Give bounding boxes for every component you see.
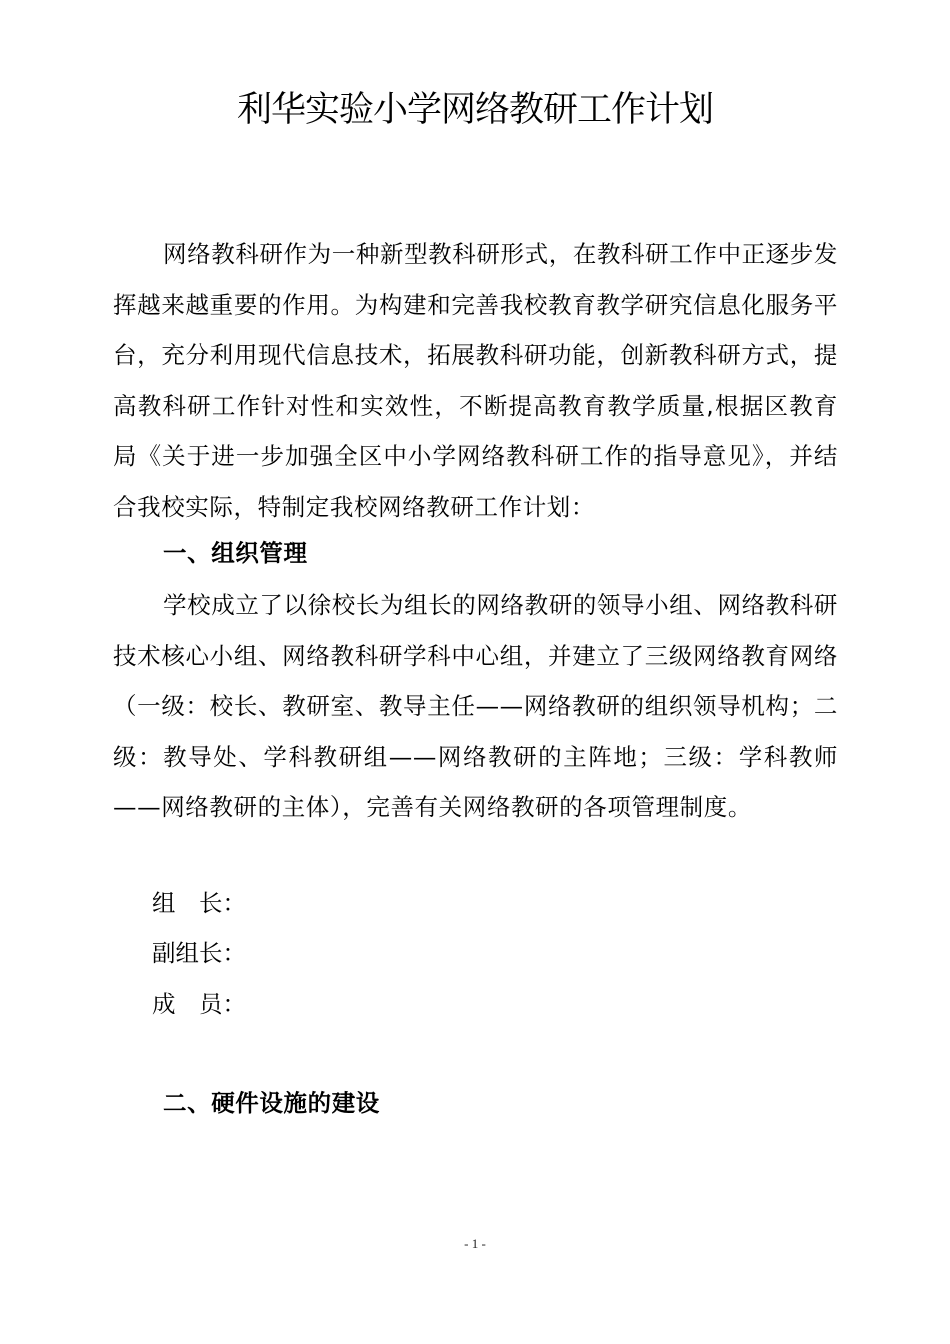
page-title: 利华实验小学网络教研工作计划 xyxy=(236,90,713,130)
section-heading-organization: 一、组织管理 xyxy=(163,539,308,567)
organization-paragraph: 学校成立了以徐校长为组长的网络教研的领导小组、网络教科研技术核心小组、网络教科研学科中心组，并建立了三级网络教育网络（一级：校长、教研室、教导主任——网络教研的组织领导机构；二级：教导处、学科教研组——网络教研的主阵地；三级：学科教师——网络教研的主体），完善有关网络教研的各项管理制度。 xyxy=(113,591,838,821)
intro-paragraph: 网络教科研作为一种新型教科研形式，在教科研工作中正逐步发挥越来越重要的作用。为构建和完善我校教育教学研究信息化服务平台，充分利用现代信息技术，拓展教科研功能，创新教科研方式，提高教科研工作针对性和实效性，不断提高教育教学质量,根据区教育局《关于进一步加强全区中小学网络教科研工作的指导意见》，并结合我校实际，特制定我校网络教研工作计划： xyxy=(113,240,838,521)
member-label-deputy: 副组长： xyxy=(152,939,246,967)
member-label-leader: 组 长： xyxy=(152,889,246,917)
section-heading-hardware: 二、硬件设施的建设 xyxy=(163,1089,380,1117)
member-label-members: 成 员： xyxy=(152,990,246,1018)
page-number: - 1 - xyxy=(464,1236,486,1251)
